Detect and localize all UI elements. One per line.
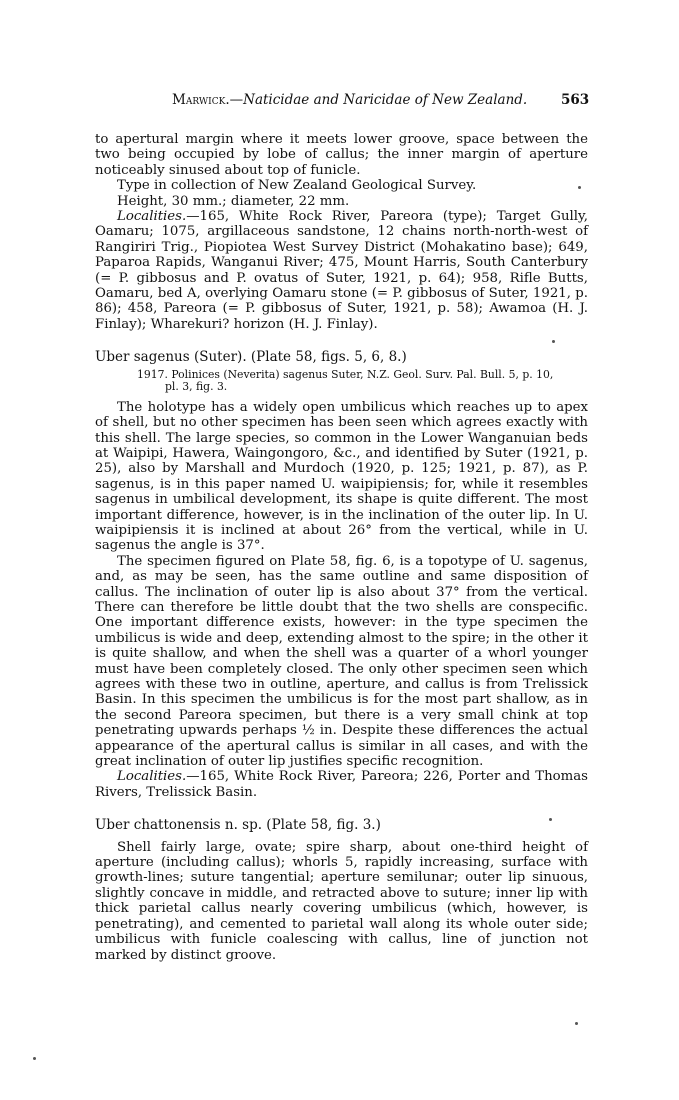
localities-text: —165, White Rock River, Pareora; 226, Porter and Thomas Rivers, Trelissick Basin.	[95, 769, 588, 800]
synonymy-reference	[137, 369, 588, 394]
reference-line-2: pl. 3, fig. 3.	[165, 380, 228, 394]
scan-speck	[552, 340, 555, 343]
species-heading-chattonensis: Uber chattonensis n. sp. (Plate 58, fig. 3.)	[95, 817, 381, 834]
scan-speck	[575, 1022, 578, 1025]
paragraph-type-collection: Type in collection of New Zealand Geological Survey.	[117, 178, 477, 194]
reference-line-1: 1917. Polinices (Neverita) sagenus Suter, N.Z. Geol. Surv. Pal. Bull. 5, p. 10,	[137, 367, 554, 381]
scan-speck	[33, 1057, 36, 1060]
paragraph-description: Shell fairly large, ovate; spire sharp, about one-third height of aperture (including callus); whorls 5, rapidly increasing, surface with growth-lines; suture tangential; aperture semilunar; outer lip sinuous, slightly concave in middle, and retracted above to suture; inner lip with thick parietal callus nearly covering umbilicus (which, however, is penetrating), and cemented to parietal wall along its whole outer side; umbilicus with funicle coalescing with callus, line of junction not marked by distinct groove.	[95, 839, 588, 963]
paragraph-localities-1	[95, 209, 588, 332]
header-author: Marwick	[172, 92, 226, 108]
localities-label: Localities.	[117, 209, 187, 225]
page-number: 563	[561, 92, 590, 108]
scan-speck	[549, 818, 552, 821]
header-title: Naticidae and Naricidae of New Zealand.	[243, 92, 528, 108]
localities-label: Localities.	[117, 769, 187, 785]
scan-speck	[578, 186, 581, 189]
species-heading-sagenus: Uber sagenus (Suter). (Plate 58, figs. 5, 6, 8.)	[95, 349, 407, 366]
paragraph-localities-2	[95, 769, 588, 800]
paragraph-continuation: to apertural margin where it meets lower groove, space between the two being occupied by lobe of callus; the inner margin of aperture noticeably sinused about top of funicle.	[95, 132, 588, 178]
paragraph-dimensions: Height, 30 mm.; diameter, 22 mm.	[117, 193, 350, 209]
running-header	[0, 92, 679, 112]
page-body	[95, 132, 588, 963]
paragraph-holotype: The holotype has a widely open umbilicus which reaches up to apex of shell, but no other specimen has been seen which agrees exactly with this shell. The large species, so common in the Lower Wanganuian beds at Waipipi, Hawera, Waingongoro, &c., and identified by Suter (1921, p. 25), also by Marshall and Murdoch (1920, p. 125; 1921, p. 87), as P. sagenus, is in this paper named U. waipipiensis; for, while it resembles sagenus in umbilical development, its shape is quite different. The most important difference, however, is in the inclination of the outer lip. In U. waipipiensis it is inclined at about 26° from the vertical, while in U. sagenus the angle is 37°.	[95, 399, 588, 554]
running-title: Marwick.—Naticidae and Naricidae of New Zealand.	[172, 92, 528, 108]
localities-text: —165, White Rock River, Pareora (type); Target Gully, Oamaru; 1075, argillaceous sandstone, 12 chains north-north-west of Rangiriri Trig., Piopiotea West Survey District (Mohakatino base); 649, Paparoa Rapids, Wanganui River; 475, Mount Harris, South Canterbury (= P. gibbosus and P. ovatus of Suter, 1921, p. 64); 958, Rifle Butts, Oamaru, bed A, overlying Oamaru stone (= P. gibbosus of Suter, 1921, p. 86); 458, Pareora (= P. gibbosus of Suter, 1921, p. 58); Awamoa (H. J. Finlay); Wharekuri? horizon (H. J. Finlay).	[95, 209, 588, 332]
paragraph-topotype: The specimen figured on Plate 58, fig. 6, is a topotype of U. sagenus, and, as may be seen, has the same outline and same disposition of callus. The inclination of outer lip is also about 37° from the vertical. There can therefore be little doubt that the two shells are conspecific. One important difference exists, however: in the type specimen the umbilicus is wide and deep, extending almost to the spire; in the other it is quite shallow, and when the shell was a quarter of a whorl younger must have been completely closed. The only other specimen seen which agrees with these two in outline, aperture, and callus is from Trelissick Basin. In this specimen the umbilicus is for the most part shallow, as in the second Pareora specimen, but there is a very small chink at top penetrating upwards perhaps ½ in. Despite these differences the actual appearance of the apertural callus is similar in all cases, and with the great inclination of outer lip justifies specific recognition.	[95, 553, 588, 770]
